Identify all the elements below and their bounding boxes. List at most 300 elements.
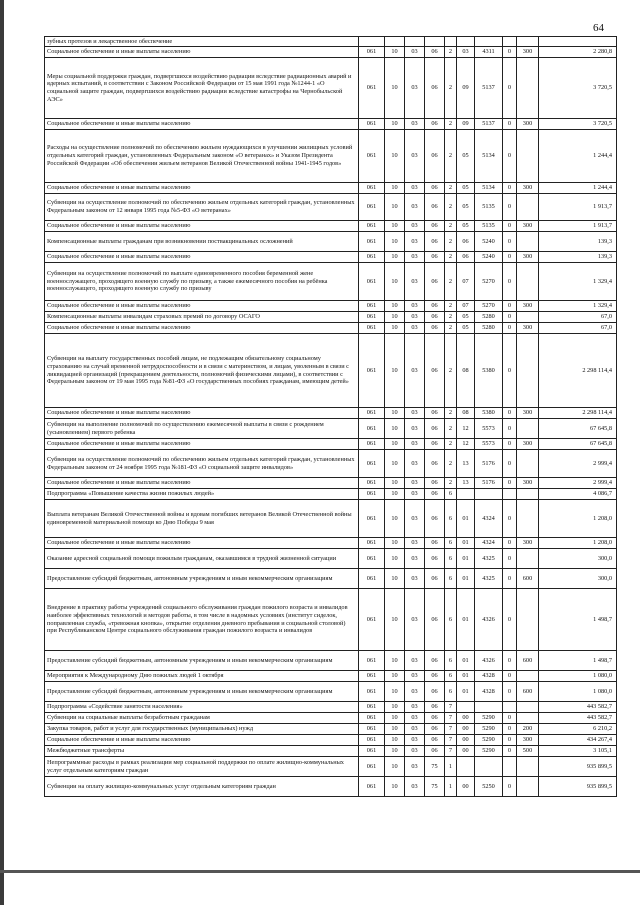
subsection-code-cell: 03 bbox=[405, 301, 425, 312]
event-code-cell: 05 bbox=[457, 194, 475, 221]
subsection-code-cell: 03 bbox=[405, 119, 425, 130]
subsection-code-cell bbox=[405, 37, 425, 47]
subprogram-code-cell: 6 bbox=[445, 682, 457, 702]
section-code-cell: 10 bbox=[385, 478, 405, 489]
row-name-cell: Социальное обеспечение и иные выплаты населению bbox=[45, 183, 359, 194]
reserve-code-cell: 0 bbox=[503, 194, 517, 221]
row-name-cell: Социальное обеспечение и иные выплаты населению bbox=[45, 408, 359, 419]
amount-cell: 935 899,5 bbox=[539, 757, 617, 777]
event-code-cell: 00 bbox=[457, 746, 475, 757]
table-row bbox=[45, 194, 617, 221]
program-code-cell: 06 bbox=[425, 334, 445, 408]
event-code-cell: 13 bbox=[457, 478, 475, 489]
program-code-cell: 06 bbox=[425, 682, 445, 702]
section-code-cell: 10 bbox=[385, 682, 405, 702]
ministry-code-cell: 061 bbox=[359, 682, 385, 702]
ministry-code-cell: 061 bbox=[359, 724, 385, 735]
table-row bbox=[45, 323, 617, 334]
expense-type-code-cell: 500 bbox=[517, 746, 539, 757]
section-code-cell: 10 bbox=[385, 408, 405, 419]
ministry-code-cell: 061 bbox=[359, 232, 385, 252]
subprogram-code-cell: 2 bbox=[445, 232, 457, 252]
direction-code-cell: 5380 bbox=[475, 334, 503, 408]
subsection-code-cell: 03 bbox=[405, 589, 425, 651]
program-code-cell: 75 bbox=[425, 777, 445, 797]
subprogram-code-cell: 2 bbox=[445, 323, 457, 334]
ministry-code-cell: 061 bbox=[359, 130, 385, 183]
reserve-code-cell bbox=[503, 702, 517, 713]
direction-code-cell bbox=[475, 757, 503, 777]
amount-cell: 2 999,4 bbox=[539, 478, 617, 489]
section-code-cell: 10 bbox=[385, 671, 405, 682]
row-name-cell: Субвенции на выплату государственных пособий лицам, не подлежащим обязательному социальному страхованию на случай временной нетрудоспособности и в связи с материнством, и лицам, уволенным в связи с ликвидацией организаций (прекращением деятельности, полномочий физическими лицами), в соответствии с Федеральным законом от 19 мая 1995 года №81-ФЗ «О государственных пособиях гражданам, имеющим детей» bbox=[45, 334, 359, 408]
subprogram-code-cell: 7 bbox=[445, 724, 457, 735]
amount-cell: 443 582,7 bbox=[539, 713, 617, 724]
row-name-cell: Закупка товаров, работ и услуг для государственных (муниципальных) нужд bbox=[45, 724, 359, 735]
amount-cell: 67,0 bbox=[539, 312, 617, 323]
row-name-cell: Социальное обеспечение и иные выплаты населению bbox=[45, 735, 359, 746]
table-row bbox=[45, 478, 617, 489]
ministry-code-cell: 061 bbox=[359, 450, 385, 478]
expense-type-code-cell bbox=[517, 419, 539, 439]
subprogram-code-cell: 6 bbox=[445, 549, 457, 569]
expense-type-code-cell bbox=[517, 450, 539, 478]
table-row bbox=[45, 439, 617, 450]
row-name-cell: Субвенции на социальные выплаты безработным гражданам bbox=[45, 713, 359, 724]
section-code-cell: 10 bbox=[385, 194, 405, 221]
program-code-cell: 06 bbox=[425, 569, 445, 589]
table-row bbox=[45, 713, 617, 724]
table-row bbox=[45, 724, 617, 735]
amount-cell: 1 498,7 bbox=[539, 589, 617, 651]
table-row bbox=[45, 746, 617, 757]
expense-type-code-cell bbox=[517, 232, 539, 252]
event-code-cell: 12 bbox=[457, 419, 475, 439]
amount-cell: 67 645,8 bbox=[539, 439, 617, 450]
amount-cell: 4 086,7 bbox=[539, 489, 617, 500]
amount-cell: 6 210,2 bbox=[539, 724, 617, 735]
amount-cell: 139,3 bbox=[539, 232, 617, 252]
section-code-cell: 10 bbox=[385, 252, 405, 263]
reserve-code-cell bbox=[503, 757, 517, 777]
program-code-cell: 06 bbox=[425, 450, 445, 478]
event-code-cell: 06 bbox=[457, 252, 475, 263]
event-code-cell: 01 bbox=[457, 682, 475, 702]
direction-code-cell: 5270 bbox=[475, 263, 503, 301]
subprogram-code-cell: 2 bbox=[445, 252, 457, 263]
program-code-cell: 06 bbox=[425, 713, 445, 724]
program-code-cell: 06 bbox=[425, 549, 445, 569]
ministry-code-cell: 061 bbox=[359, 408, 385, 419]
reserve-code-cell: 0 bbox=[503, 323, 517, 334]
ministry-code-cell: 061 bbox=[359, 478, 385, 489]
section-code-cell: 10 bbox=[385, 312, 405, 323]
ministry-code-cell: 061 bbox=[359, 312, 385, 323]
table-row bbox=[45, 130, 617, 183]
subsection-code-cell: 03 bbox=[405, 549, 425, 569]
program-code-cell: 06 bbox=[425, 651, 445, 671]
expense-type-code-cell: 300 bbox=[517, 301, 539, 312]
direction-code-cell: 5176 bbox=[475, 478, 503, 489]
row-name-cell: Предоставление субсидий бюджетным, автономным учреждениям и иным некоммерческим организациям bbox=[45, 651, 359, 671]
row-name-cell: Социальное обеспечение и иные выплаты населению bbox=[45, 323, 359, 334]
amount-cell: 67 645,8 bbox=[539, 419, 617, 439]
event-code-cell: 00 bbox=[457, 724, 475, 735]
direction-code-cell bbox=[475, 37, 503, 47]
event-code-cell: 08 bbox=[457, 334, 475, 408]
ministry-code-cell: 061 bbox=[359, 334, 385, 408]
section-code-cell: 10 bbox=[385, 130, 405, 183]
event-code-cell: 07 bbox=[457, 263, 475, 301]
row-name-cell: Предоставление субсидий бюджетным, автономным учреждениям и иным некоммерческим организациям bbox=[45, 682, 359, 702]
event-code-cell: 09 bbox=[457, 58, 475, 119]
amount-cell: 1 244,4 bbox=[539, 183, 617, 194]
subprogram-code-cell: 2 bbox=[445, 408, 457, 419]
subprogram-code-cell: 2 bbox=[445, 58, 457, 119]
reserve-code-cell: 0 bbox=[503, 263, 517, 301]
table-row bbox=[45, 500, 617, 538]
subprogram-code-cell: 1 bbox=[445, 757, 457, 777]
subprogram-code-cell: 7 bbox=[445, 746, 457, 757]
amount-cell: 300,0 bbox=[539, 569, 617, 589]
subsection-code-cell: 03 bbox=[405, 713, 425, 724]
section-code-cell: 10 bbox=[385, 500, 405, 538]
program-code-cell: 06 bbox=[425, 58, 445, 119]
ministry-code-cell: 061 bbox=[359, 323, 385, 334]
ministry-code-cell: 061 bbox=[359, 263, 385, 301]
direction-code-cell: 5135 bbox=[475, 194, 503, 221]
row-name-cell: Меры социальной поддержки граждан, подвергшихся воздействию радиации вследствие радиационных аварий и ядерных испытаний, в соответствии с Законом Российской Федерации от 15 мая 1991 года №1244-1 «О социальной защите граждан, подвергшихся воздействию радиации вследствие катастрофы на Чернобыльской АЭС» bbox=[45, 58, 359, 119]
ministry-code-cell: 061 bbox=[359, 569, 385, 589]
table-row bbox=[45, 651, 617, 671]
amount-cell: 2 298 114,4 bbox=[539, 408, 617, 419]
subsection-code-cell: 03 bbox=[405, 323, 425, 334]
direction-code-cell: 5134 bbox=[475, 183, 503, 194]
direction-code-cell: 4324 bbox=[475, 538, 503, 549]
direction-code-cell: 4328 bbox=[475, 671, 503, 682]
event-code-cell: 08 bbox=[457, 408, 475, 419]
subprogram-code-cell: 2 bbox=[445, 450, 457, 478]
section-code-cell: 10 bbox=[385, 323, 405, 334]
program-code-cell: 06 bbox=[425, 500, 445, 538]
event-code-cell bbox=[457, 702, 475, 713]
reserve-code-cell: 0 bbox=[503, 408, 517, 419]
amount-cell: 1 329,4 bbox=[539, 263, 617, 301]
expense-type-code-cell bbox=[517, 37, 539, 47]
subsection-code-cell: 03 bbox=[405, 651, 425, 671]
ministry-code-cell: 061 bbox=[359, 757, 385, 777]
direction-code-cell: 4324 bbox=[475, 500, 503, 538]
row-name-cell: Подпрограмма «Повышение качества жизни пожилых людей» bbox=[45, 489, 359, 500]
amount-cell: 935 899,5 bbox=[539, 777, 617, 797]
ministry-code-cell: 061 bbox=[359, 221, 385, 232]
table-row bbox=[45, 263, 617, 301]
ministry-code-cell: 061 bbox=[359, 671, 385, 682]
row-name-cell: Выплата ветеранам Великой Отечественной войны и вдовам погибших ветеранов Великой Отечественной войны единовременной материальной помощи ко Дню Победы 9 мая bbox=[45, 500, 359, 538]
row-name-cell: Социальное обеспечение и иные выплаты населению bbox=[45, 439, 359, 450]
expense-type-code-cell bbox=[517, 263, 539, 301]
subprogram-code-cell: 2 bbox=[445, 221, 457, 232]
event-code-cell: 06 bbox=[457, 232, 475, 252]
event-code-cell: 01 bbox=[457, 569, 475, 589]
amount-cell: 1 913,7 bbox=[539, 221, 617, 232]
subsection-code-cell: 03 bbox=[405, 221, 425, 232]
direction-code-cell: 5290 bbox=[475, 746, 503, 757]
subsection-code-cell: 03 bbox=[405, 538, 425, 549]
event-code-cell: 01 bbox=[457, 651, 475, 671]
program-code-cell: 06 bbox=[425, 671, 445, 682]
row-name-cell: Непрограммные расходы в рамках реализации мер социальной поддержки по оплате жилищно-коммунальных услуг отдельным категориям граждан bbox=[45, 757, 359, 777]
table-row bbox=[45, 221, 617, 232]
program-code-cell: 06 bbox=[425, 130, 445, 183]
reserve-code-cell: 0 bbox=[503, 549, 517, 569]
reserve-code-cell: 0 bbox=[503, 777, 517, 797]
ministry-code-cell: 061 bbox=[359, 47, 385, 58]
direction-code-cell: 4311 bbox=[475, 47, 503, 58]
expense-type-code-cell bbox=[517, 549, 539, 569]
amount-cell: 1 498,7 bbox=[539, 651, 617, 671]
event-code-cell bbox=[457, 757, 475, 777]
amount-cell: 67,0 bbox=[539, 323, 617, 334]
event-code-cell: 13 bbox=[457, 450, 475, 478]
table-row bbox=[45, 777, 617, 797]
section-code-cell: 10 bbox=[385, 419, 405, 439]
amount-cell: 443 582,7 bbox=[539, 702, 617, 713]
table-row bbox=[45, 119, 617, 130]
subsection-code-cell: 03 bbox=[405, 334, 425, 408]
amount-cell: 3 720,5 bbox=[539, 119, 617, 130]
row-name-cell: Расходы на осуществление полномочий по обеспечению жильем нуждающихся в улучшении жилищных условий отдельных категорий граждан, установленных Федеральным законом «О ветеранах» и Указом Президента Российской Федерации «Об обеспечении жильем ветеранов Великой Отечественной войны 1941-1945 годов» bbox=[45, 130, 359, 183]
program-code-cell: 06 bbox=[425, 735, 445, 746]
ministry-code-cell: 061 bbox=[359, 439, 385, 450]
program-code-cell: 06 bbox=[425, 478, 445, 489]
direction-code-cell: 5573 bbox=[475, 439, 503, 450]
section-code-cell: 10 bbox=[385, 232, 405, 252]
subsection-code-cell: 03 bbox=[405, 252, 425, 263]
subsection-code-cell: 03 bbox=[405, 439, 425, 450]
section-code-cell: 10 bbox=[385, 713, 405, 724]
amount-cell: 1 244,4 bbox=[539, 130, 617, 183]
reserve-code-cell: 0 bbox=[503, 450, 517, 478]
expense-type-code-cell: 600 bbox=[517, 651, 539, 671]
reserve-code-cell: 0 bbox=[503, 713, 517, 724]
row-name-cell: Межбюджетные трансферты bbox=[45, 746, 359, 757]
ministry-code-cell: 061 bbox=[359, 651, 385, 671]
subsection-code-cell: 03 bbox=[405, 419, 425, 439]
reserve-code-cell: 0 bbox=[503, 439, 517, 450]
table-row bbox=[45, 682, 617, 702]
table-row bbox=[45, 538, 617, 549]
program-code-cell: 06 bbox=[425, 746, 445, 757]
subsection-code-cell: 03 bbox=[405, 130, 425, 183]
expense-type-code-cell: 300 bbox=[517, 221, 539, 232]
subsection-code-cell: 03 bbox=[405, 757, 425, 777]
event-code-cell: 05 bbox=[457, 221, 475, 232]
subprogram-code-cell: 6 bbox=[445, 651, 457, 671]
row-name-cell: Компенсационные выплаты инвалидам страховых премий по договору ОСАГО bbox=[45, 312, 359, 323]
direction-code-cell: 5250 bbox=[475, 777, 503, 797]
expense-type-code-cell: 300 bbox=[517, 478, 539, 489]
reserve-code-cell: 0 bbox=[503, 724, 517, 735]
reserve-code-cell: 0 bbox=[503, 682, 517, 702]
event-code-cell: 05 bbox=[457, 130, 475, 183]
expense-type-code-cell bbox=[517, 777, 539, 797]
reserve-code-cell: 0 bbox=[503, 130, 517, 183]
table-row bbox=[45, 671, 617, 682]
subsection-code-cell: 03 bbox=[405, 682, 425, 702]
row-name-cell: Субвенции на осуществление полномочий по обеспечению жильем отдельных категорий граждан, установленных Федеральным законом от 24 ноября 1995 года №181-ФЗ «О социальной защите инвалидов» bbox=[45, 450, 359, 478]
expense-type-code-cell bbox=[517, 489, 539, 500]
expense-type-code-cell: 200 bbox=[517, 724, 539, 735]
subsection-code-cell: 03 bbox=[405, 450, 425, 478]
section-code-cell: 10 bbox=[385, 735, 405, 746]
section-code-cell: 10 bbox=[385, 450, 405, 478]
direction-code-cell bbox=[475, 702, 503, 713]
ministry-code-cell: 061 bbox=[359, 549, 385, 569]
expense-type-code-cell: 300 bbox=[517, 183, 539, 194]
event-code-cell: 00 bbox=[457, 713, 475, 724]
table-row bbox=[45, 301, 617, 312]
section-code-cell: 10 bbox=[385, 263, 405, 301]
direction-code-cell: 5290 bbox=[475, 735, 503, 746]
subprogram-code-cell: 2 bbox=[445, 263, 457, 301]
subsection-code-cell: 03 bbox=[405, 702, 425, 713]
row-name-cell: Социальное обеспечение и иные выплаты населению bbox=[45, 252, 359, 263]
ministry-code-cell: 061 bbox=[359, 252, 385, 263]
scan-left-edge bbox=[0, 0, 4, 905]
table-row bbox=[45, 450, 617, 478]
event-code-cell: 05 bbox=[457, 312, 475, 323]
amount-cell: 1 329,4 bbox=[539, 301, 617, 312]
subprogram-code-cell: 6 bbox=[445, 589, 457, 651]
subprogram-code-cell: 2 bbox=[445, 439, 457, 450]
direction-code-cell: 5280 bbox=[475, 312, 503, 323]
section-code-cell bbox=[385, 37, 405, 47]
ministry-code-cell: 061 bbox=[359, 119, 385, 130]
program-code-cell: 06 bbox=[425, 183, 445, 194]
reserve-code-cell: 0 bbox=[503, 47, 517, 58]
direction-code-cell: 4328 bbox=[475, 682, 503, 702]
expense-type-code-cell bbox=[517, 757, 539, 777]
section-code-cell: 10 bbox=[385, 569, 405, 589]
row-name-cell: Социальное обеспечение и иные выплаты населению bbox=[45, 47, 359, 58]
table-row bbox=[45, 334, 617, 408]
subprogram-code-cell: 2 bbox=[445, 183, 457, 194]
subprogram-code-cell: 6 bbox=[445, 538, 457, 549]
subsection-code-cell: 03 bbox=[405, 671, 425, 682]
table-row bbox=[45, 58, 617, 119]
section-code-cell: 10 bbox=[385, 746, 405, 757]
expense-type-code-cell bbox=[517, 713, 539, 724]
reserve-code-cell: 0 bbox=[503, 735, 517, 746]
ministry-code-cell: 061 bbox=[359, 194, 385, 221]
table-row bbox=[45, 47, 617, 58]
section-code-cell: 10 bbox=[385, 119, 405, 130]
reserve-code-cell: 0 bbox=[503, 252, 517, 263]
program-code-cell bbox=[425, 37, 445, 47]
subsection-code-cell: 03 bbox=[405, 478, 425, 489]
subprogram-code-cell: 1 bbox=[445, 777, 457, 797]
amount-cell: 2 999,4 bbox=[539, 450, 617, 478]
direction-code-cell: 5135 bbox=[475, 221, 503, 232]
table-row bbox=[45, 37, 617, 47]
subsection-code-cell: 03 bbox=[405, 500, 425, 538]
expense-type-code-cell bbox=[517, 334, 539, 408]
program-code-cell: 06 bbox=[425, 323, 445, 334]
subsection-code-cell: 03 bbox=[405, 183, 425, 194]
reserve-code-cell: 0 bbox=[503, 183, 517, 194]
direction-code-cell: 5290 bbox=[475, 724, 503, 735]
row-name-cell: Субвенции на оплату жилищно-коммунальных услуг отдельным категориям граждан bbox=[45, 777, 359, 797]
event-code-cell: 01 bbox=[457, 538, 475, 549]
table-row bbox=[45, 735, 617, 746]
expense-type-code-cell: 600 bbox=[517, 569, 539, 589]
program-code-cell: 06 bbox=[425, 589, 445, 651]
direction-code-cell: 5290 bbox=[475, 713, 503, 724]
section-code-cell: 10 bbox=[385, 702, 405, 713]
amount-cell: 1 913,7 bbox=[539, 194, 617, 221]
subsection-code-cell: 03 bbox=[405, 777, 425, 797]
subsection-code-cell: 03 bbox=[405, 724, 425, 735]
reserve-code-cell: 0 bbox=[503, 538, 517, 549]
table-row bbox=[45, 549, 617, 569]
program-code-cell: 06 bbox=[425, 724, 445, 735]
amount-cell: 1 080,0 bbox=[539, 671, 617, 682]
expense-type-code-cell bbox=[517, 58, 539, 119]
direction-code-cell: 5573 bbox=[475, 419, 503, 439]
reserve-code-cell: 0 bbox=[503, 312, 517, 323]
program-code-cell: 75 bbox=[425, 757, 445, 777]
reserve-code-cell: 0 bbox=[503, 651, 517, 671]
section-code-cell: 10 bbox=[385, 549, 405, 569]
reserve-code-cell: 0 bbox=[503, 232, 517, 252]
program-code-cell: 06 bbox=[425, 119, 445, 130]
amount-cell: 2 280,8 bbox=[539, 47, 617, 58]
ministry-code-cell: 061 bbox=[359, 589, 385, 651]
program-code-cell: 06 bbox=[425, 232, 445, 252]
reserve-code-cell: 0 bbox=[503, 221, 517, 232]
event-code-cell: 12 bbox=[457, 439, 475, 450]
direction-code-cell: 5240 bbox=[475, 232, 503, 252]
expense-type-code-cell: 300 bbox=[517, 735, 539, 746]
section-code-cell: 10 bbox=[385, 221, 405, 232]
section-code-cell: 10 bbox=[385, 334, 405, 408]
expense-type-code-cell: 300 bbox=[517, 252, 539, 263]
event-code-cell: 01 bbox=[457, 500, 475, 538]
section-code-cell: 10 bbox=[385, 651, 405, 671]
direction-code-cell: 5270 bbox=[475, 301, 503, 312]
row-name-cell: Социальное обеспечение и иные выплаты населению bbox=[45, 478, 359, 489]
program-code-cell: 06 bbox=[425, 419, 445, 439]
reserve-code-cell: 0 bbox=[503, 671, 517, 682]
amount-cell: 1 080,0 bbox=[539, 682, 617, 702]
expense-type-code-cell bbox=[517, 312, 539, 323]
direction-code-cell: 5176 bbox=[475, 450, 503, 478]
expense-type-code-cell bbox=[517, 589, 539, 651]
reserve-code-cell: 0 bbox=[503, 569, 517, 589]
subsection-code-cell: 03 bbox=[405, 194, 425, 221]
row-name-cell: Компенсационные выплаты гражданам при возникновении поствакцинальных осложнений bbox=[45, 232, 359, 252]
ministry-code-cell: 061 bbox=[359, 58, 385, 119]
program-code-cell: 06 bbox=[425, 263, 445, 301]
subprogram-code-cell: 7 bbox=[445, 702, 457, 713]
subprogram-code-cell: 2 bbox=[445, 312, 457, 323]
section-code-cell: 10 bbox=[385, 724, 405, 735]
subsection-code-cell: 03 bbox=[405, 735, 425, 746]
program-code-cell: 06 bbox=[425, 301, 445, 312]
section-code-cell: 10 bbox=[385, 439, 405, 450]
event-code-cell: 00 bbox=[457, 735, 475, 746]
